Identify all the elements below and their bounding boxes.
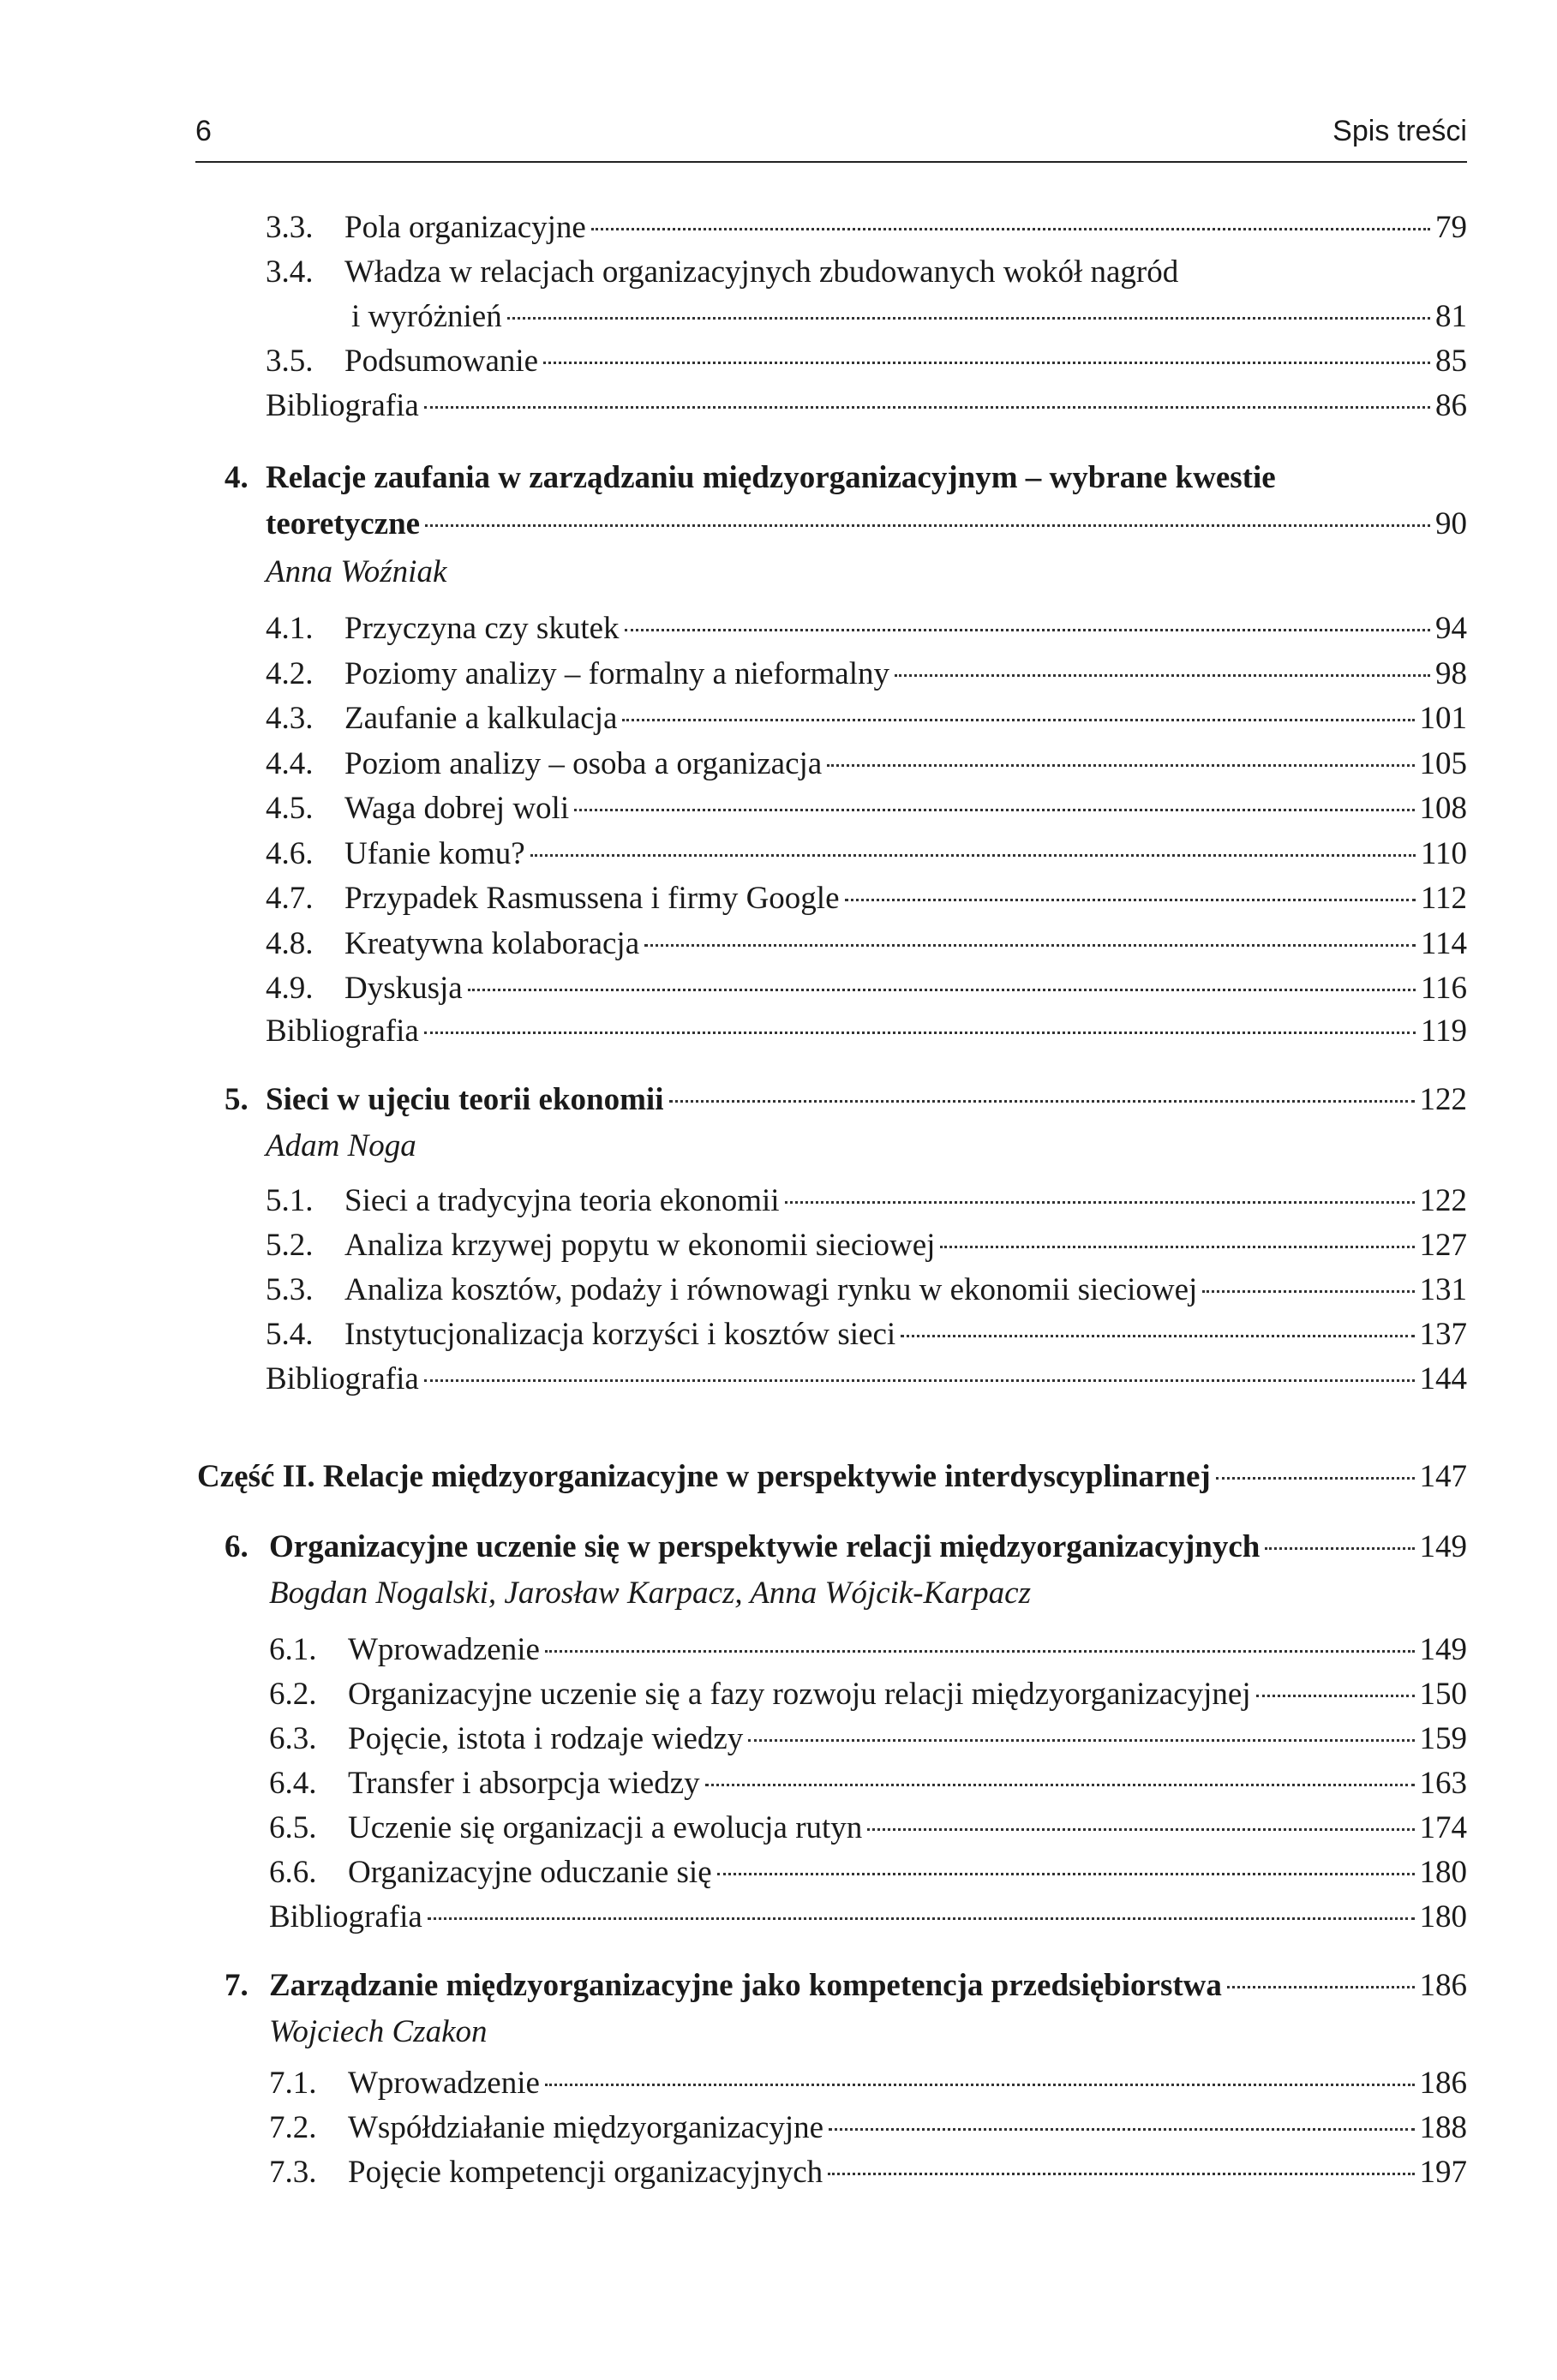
section-title: Analiza kosztów, podaży i równowagi rynku w ekonomii sieciowej (344, 1272, 1198, 1307)
dot-leader (574, 809, 1414, 811)
chapter-5-title[interactable] (225, 1081, 1467, 1119)
section-title: Sieci a tradycyjna teoria ekonomii (344, 1183, 780, 1218)
page-ref: 122 (1419, 1183, 1467, 1218)
section-title: Poziom analizy – osoba a organizacja (344, 745, 823, 781)
chapter-number: 5. (225, 1082, 249, 1117)
chapter-4-title-line1[interactable] (225, 459, 1276, 497)
dot-leader (1202, 1290, 1414, 1293)
chapter-title: Zarządzanie międzyorganizacyjne jako kompetencja przedsiębiorstwa (269, 1968, 1222, 2003)
dot-leader (424, 1032, 1416, 1034)
section-number: 3.5. (266, 344, 314, 379)
toc-entry-3-3[interactable] (266, 209, 1467, 247)
section-number: 6.1. (269, 1632, 317, 1667)
section-title: Pojęcie kompetencji organizacyjnych (348, 2155, 823, 2190)
section-number: 4.5. (266, 791, 314, 826)
section-number: 6.2. (269, 1677, 317, 1712)
toc-entry[interactable] (269, 1676, 1467, 1713)
dot-leader (622, 719, 1414, 721)
dot-leader (424, 406, 1430, 409)
section-title: Bibliografia (266, 1014, 419, 1049)
dot-leader (1216, 1477, 1415, 1480)
chapter-title: Relacje zaufania w zarządzaniu międzyorganizacyjnym – wybrane kwestie (266, 460, 1276, 495)
dot-leader (545, 1650, 1415, 1653)
section-number: 4.8. (266, 925, 314, 961)
page-ref: 101 (1419, 701, 1467, 736)
page-ref: 108 (1419, 791, 1467, 826)
section-title: Zaufanie a kalkulacja (344, 701, 618, 736)
section-title: Pojęcie, istota i rodzaje wiedzy (348, 1721, 744, 1756)
page-ref: 116 (1420, 971, 1467, 1006)
dot-leader (901, 1335, 1414, 1337)
part-title: Część II. Relacje międzyorganizacyjne w perspektywie interdyscyplinarnej (197, 1459, 1211, 1494)
toc-entry[interactable] (269, 1720, 1467, 1758)
section-title: Uczenie się organizacji a ewolucja rutyn (348, 1810, 863, 1845)
section-title: Bibliografia (266, 1361, 419, 1396)
toc-entry[interactable] (266, 880, 1467, 918)
toc-entry[interactable] (269, 2109, 1467, 2147)
page-ref: 119 (1420, 1014, 1467, 1049)
section-title: Bibliografia (269, 1899, 422, 1934)
part-2-title[interactable] (197, 1458, 1467, 1496)
section-title: Przypadek Rasmussena i firmy Google (344, 881, 840, 916)
section-title: Władza w relacjach organizacyjnych zbudowanych wokół nagród (344, 254, 1179, 290)
dot-leader (468, 989, 1416, 991)
dot-leader (748, 1739, 1414, 1742)
chapter-title-cont: teoretyczne (266, 506, 421, 541)
page-ref: 112 (1420, 881, 1467, 916)
section-title: Współdziałanie międzyorganizacyjne (348, 2110, 824, 2145)
section-number: 3.3. (266, 210, 314, 245)
page-ref: 110 (1420, 835, 1467, 871)
page-ref: 174 (1419, 1810, 1467, 1845)
dot-leader (895, 674, 1430, 677)
dot-leader (428, 1917, 1415, 1920)
toc-entry[interactable] (266, 1182, 1467, 1220)
dot-leader (507, 317, 1430, 320)
page-ref: 94 (1435, 611, 1467, 646)
section-title: Organizacyjne oduczanie się (348, 1855, 712, 1890)
page-ref: 163 (1419, 1766, 1467, 1801)
toc-entry[interactable] (266, 700, 1467, 738)
toc-entry[interactable] (266, 1271, 1467, 1309)
toc-entry[interactable] (269, 1809, 1467, 1847)
dot-leader (1256, 1695, 1415, 1697)
section-number: 5.4. (266, 1317, 314, 1352)
toc-entry[interactable] (266, 835, 1467, 873)
page-ref: 144 (1419, 1361, 1467, 1396)
section-number: 7.3. (269, 2155, 317, 2190)
section-number: 6.6. (269, 1855, 317, 1890)
section-title: Wprowadzenie (348, 2066, 540, 2101)
dot-leader (543, 362, 1430, 364)
dot-leader (530, 854, 1416, 857)
section-title: Bibliografia (266, 388, 419, 423)
toc-entry-5-bibliography[interactable] (266, 1360, 1467, 1398)
toc-entry[interactable] (266, 655, 1467, 693)
chapter-number: 4. (225, 460, 249, 495)
section-number: 5.3. (266, 1272, 314, 1307)
toc-entry[interactable] (269, 2065, 1467, 2102)
page-ref: 197 (1419, 2155, 1467, 2190)
dot-leader (669, 1100, 1415, 1103)
toc-entry-4-bibliography[interactable] (266, 1013, 1467, 1050)
page-ref: 188 (1419, 2110, 1467, 2145)
toc-entry-3-5[interactable] (266, 343, 1467, 380)
page-ref: 149 (1419, 1529, 1467, 1564)
dot-leader (940, 1246, 1414, 1248)
section-title-cont: i wyróżnień (351, 299, 502, 334)
section-title: Kreatywna kolaboracja (344, 925, 640, 961)
running-title: Spis treści (1332, 115, 1467, 147)
section-title: Analiza krzywej popytu w ekonomii sieciowej (344, 1228, 936, 1263)
section-number: 7.2. (269, 2110, 317, 2145)
page-ref: 81 (1435, 299, 1467, 334)
section-title: Transfer i absorpcja wiedzy (348, 1766, 700, 1801)
chapter-5-author: Adam Noga (266, 1128, 416, 1163)
page-ref: 86 (1435, 388, 1467, 423)
page-ref: 131 (1419, 1272, 1467, 1307)
page-ref: 149 (1419, 1632, 1467, 1667)
section-number: 5.1. (266, 1183, 314, 1218)
section-number: 6.4. (269, 1766, 317, 1801)
toc-entry-3-4-line1[interactable] (266, 254, 1178, 291)
section-number: 4.9. (266, 971, 314, 1006)
section-title: Ufanie komu? (344, 835, 525, 871)
chapter-6-author: Bogdan Nogalski, Jarosław Karpacz, Anna Wójcik-Karpacz (269, 1576, 1031, 1611)
toc-entry[interactable] (266, 1227, 1467, 1265)
dot-leader (705, 1784, 1415, 1786)
toc-entry[interactable] (269, 1765, 1467, 1803)
chapter-4-author: Anna Woźniak (266, 554, 447, 589)
chapter-title: Organizacyjne uczenie się w perspektywie relacji międzyorganizacyjnych (269, 1529, 1261, 1564)
toc-entry-3-bibliography[interactable] (266, 387, 1467, 425)
section-title: Przyczyna czy skutek (344, 611, 620, 646)
page-ref: 180 (1419, 1899, 1467, 1934)
dot-leader (424, 1379, 1415, 1382)
page-ref: 180 (1419, 1855, 1467, 1890)
section-number: 4.1. (266, 611, 314, 646)
dot-leader (591, 228, 1430, 230)
dot-leader (644, 944, 1416, 947)
section-number: 3.4. (266, 254, 314, 290)
toc-entry[interactable] (269, 2154, 1467, 2192)
section-title: Podsumowanie (344, 344, 539, 379)
page-ref: 85 (1435, 344, 1467, 379)
section-title: Wprowadzenie (348, 1632, 540, 1667)
section-title: Instytucjonalizacja korzyści i kosztów sieci (344, 1317, 896, 1352)
toc-entry[interactable] (266, 970, 1467, 1008)
dot-leader (1265, 1547, 1414, 1550)
page-ref: 127 (1419, 1228, 1467, 1263)
page-ref: 79 (1435, 210, 1467, 245)
page-ref: 122 (1419, 1082, 1467, 1117)
section-title: Waga dobrej woli (344, 791, 570, 826)
page-header (195, 110, 1467, 163)
chapter-6-title[interactable] (225, 1528, 1467, 1566)
dot-leader (785, 1201, 1415, 1204)
chapter-number: 6. (225, 1529, 249, 1564)
toc-entry-3-4-line2[interactable] (351, 298, 1467, 336)
toc-entry[interactable] (266, 925, 1467, 963)
page-ref: 114 (1420, 925, 1467, 961)
page-ref: 137 (1419, 1317, 1467, 1352)
section-title: Pola organizacyjne (344, 210, 586, 245)
chapter-7-author: Wojciech Czakon (269, 2014, 488, 2049)
section-title: Poziomy analizy – formalny a nieformalny (344, 655, 890, 691)
section-number: 4.3. (266, 701, 314, 736)
chapter-7-title[interactable] (225, 1967, 1467, 2005)
section-title: Dyskusja (344, 971, 463, 1006)
page-ref: 98 (1435, 655, 1467, 691)
page-ref: 150 (1419, 1677, 1467, 1712)
dot-leader (625, 629, 1430, 631)
toc-entry[interactable] (266, 745, 1467, 783)
section-number: 6.5. (269, 1810, 317, 1845)
section-title: Organizacyjne uczenie się a fazy rozwoju relacji międzyorganizacyjnej (348, 1677, 1251, 1712)
page-ref: 186 (1419, 2066, 1467, 2101)
section-number: 4.4. (266, 745, 314, 781)
page-number: 6 (195, 115, 212, 147)
dot-leader (717, 1873, 1415, 1875)
toc-entry-6-bibliography[interactable] (269, 1899, 1467, 1936)
dot-leader (425, 524, 1430, 527)
toc-entry[interactable] (266, 790, 1467, 828)
toc-entry[interactable] (266, 1316, 1467, 1354)
toc-entry[interactable] (269, 1854, 1467, 1892)
dot-leader (829, 2128, 1414, 2131)
section-number: 5.2. (266, 1228, 314, 1263)
page-ref: 90 (1435, 506, 1467, 541)
page-ref: 105 (1419, 745, 1467, 781)
dot-leader (1227, 1986, 1415, 1988)
page-ref: 159 (1419, 1721, 1467, 1756)
section-number: 6.3. (269, 1721, 317, 1756)
section-number: 7.1. (269, 2066, 317, 2101)
chapter-4-title-line2[interactable] (266, 505, 1467, 543)
page-ref: 186 (1419, 1968, 1467, 2003)
dot-leader (545, 2084, 1415, 2086)
toc-entry[interactable] (266, 610, 1467, 648)
chapter-title: Sieci w ujęciu teorii ekonomii (266, 1082, 664, 1117)
page-ref: 147 (1419, 1459, 1467, 1494)
section-number: 4.6. (266, 835, 314, 871)
dot-leader (867, 1828, 1414, 1831)
section-number: 4.2. (266, 655, 314, 691)
dot-leader (845, 899, 1416, 901)
toc-entry[interactable] (269, 1631, 1467, 1669)
dot-leader (828, 2173, 1414, 2175)
dot-leader (827, 764, 1414, 767)
section-number: 4.7. (266, 881, 314, 916)
chapter-number: 7. (225, 1968, 249, 2003)
